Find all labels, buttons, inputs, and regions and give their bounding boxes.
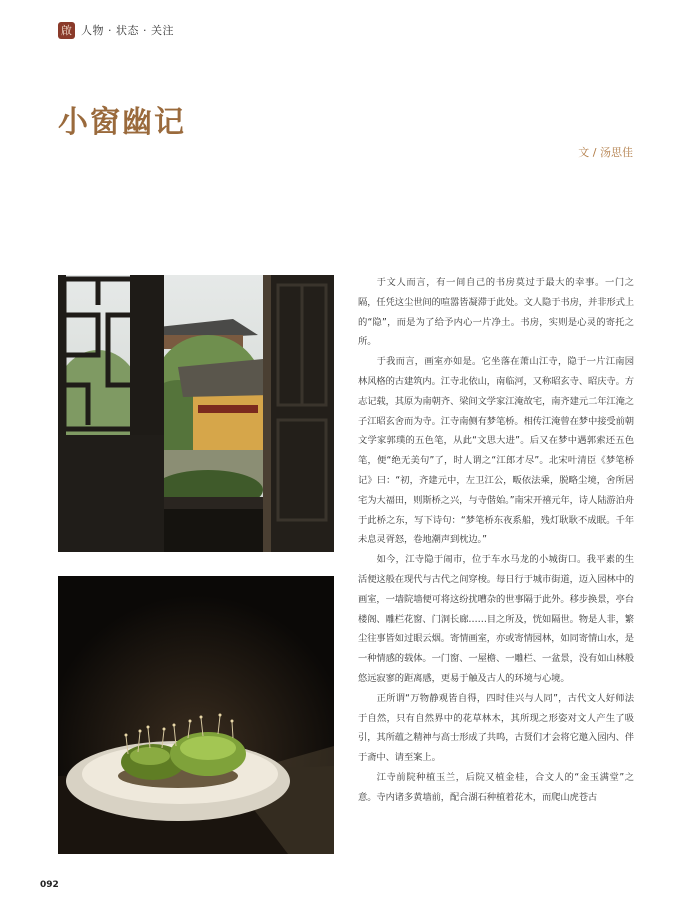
body-paragraph: 如今，江寺隐于闹市，位于车水马龙的小城街口。我平素的生活便这般在现代与古代之间穿梭。每日行于城市街道，迈入园林中的画室，一墙院墙便可将这纷扰嘈杂的世事隔于此外。移步换景，亭台楼阁、雕栏花窗、门洞长廊……目之所及，恍如隔世。物是人非，繁尘往事皆如过眼云烟。寄情画室，亦或寄情园林，如同寄情山水，是一种情感的载体。一门窗、一屋檐、一雕栏、一盆景，没有如山林般悠远寂寥的距离感，更易于触及古人的环境与心境。 [358,554,634,684]
article-title: 小窗幽记 [58,105,186,140]
article-body [358,273,634,808]
photo-moss-bonsai [58,576,334,854]
section-label: 人物 · 状态 · 关注 [81,24,174,37]
page-header [58,20,174,40]
author-byline: 文 / 汤思佳 [578,146,633,159]
body-paragraph: 于我而言，画室亦如是。它坐落在萧山江寺，隐于一片江南园林风格的古建筑内。江寺北依山，南临河，又称昭玄寺、昭庆寺。方志记载，其原为南朝齐、梁间文学家江淹故宅，南齐建元二年江淹之子江昭玄舍而为寺。江寺南侧有梦笔桥。相传江淹曾在梦中接受前朝文学家郭璞的五色笔，从此“文思大进”。后又在梦中遇郭索还五色笔，便“绝无美句”了，时人谓之“江郎才尽”。北宋叶清臣《梦笔桥记》曰：“初，齐建元中，左卫江公，畈依法乘，脱略尘境，舍所居宅为大福田，则斯桥之兴，与寺偕始。”南宋开禧元年，诗人陆游泊舟于此桥之东，写下诗句：“梦笔桥东夜系船，残灯耿耿不成眠。千年未息灵胥怒，卷地潮声到枕边。” [358,356,634,546]
body-paragraph: 正所谓“万物静观皆自得，四时佳兴与人同”，古代文人好师法于自然，只有自然界中的花草林木，其所现之形姿对文人产生了吸引，其所蕴之精神与高士形成了共鸣，古贤们才会将它邀入园内、伴于斋中、请至案上。 [358,692,634,764]
body-paragraph: 于文人而言，有一间自己的书房莫过于最大的幸事。一门之隔，任凭这尘世间的喧嚣皆凝滞于此处。文人隐于书房，并非形式上的“隐”，而是为了给予内心一片净土。书房，实则是心灵的寄托之所。 [358,277,634,348]
photo-lattice-window [58,275,334,552]
body-paragraph: 江寺前院种植玉兰，后院又植金桂，合文人的“金玉满堂”之意。寺内诸多黄墙前，配合湖石种植着花木，而爬山虎苍古 [358,771,634,803]
magazine-logo-icon: 啟 [58,22,75,39]
page-number: 092 [40,880,59,890]
